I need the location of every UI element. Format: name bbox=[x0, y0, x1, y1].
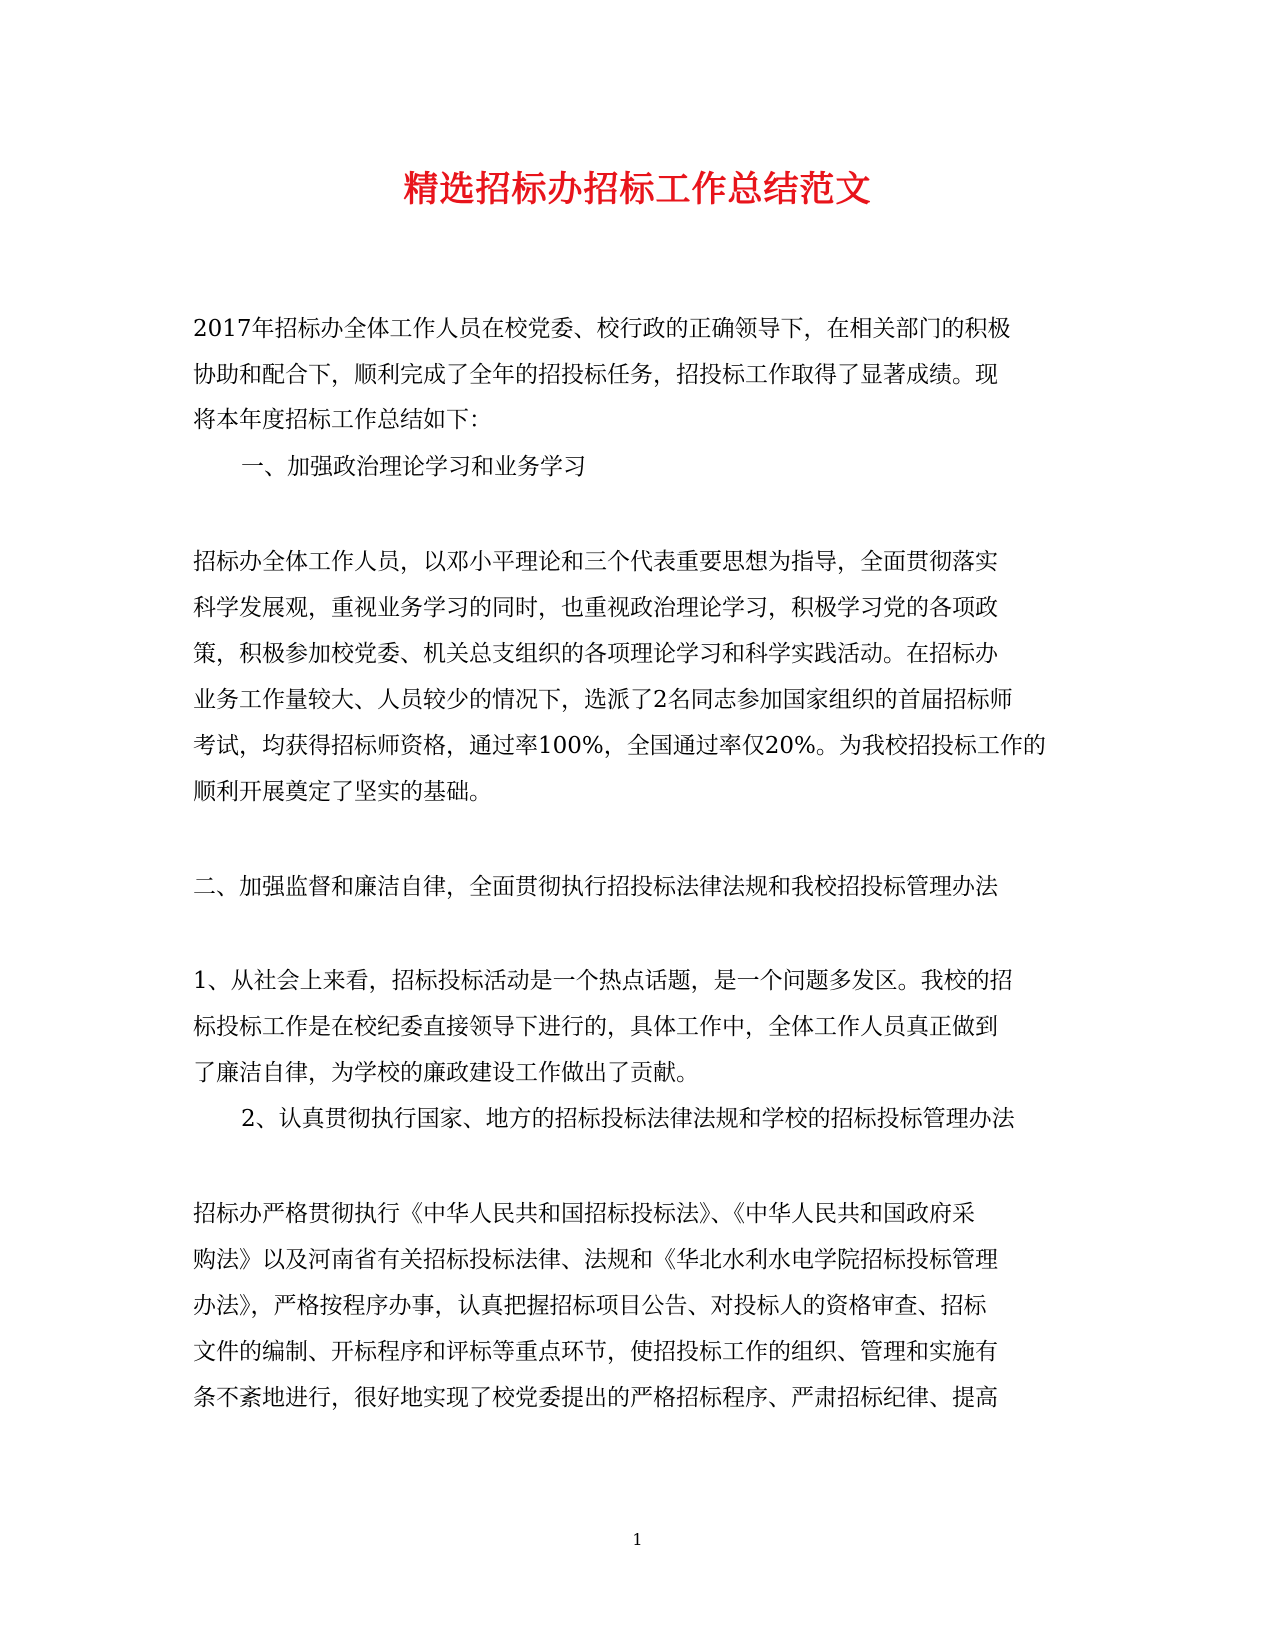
para-2-line-3: 办法》，严格按程序办事，认真把握招标项目公告、对投标人的资格审查、招标 bbox=[193, 1293, 987, 1319]
item-1-line-1: 1、从社会上来看，招标投标活动是一个热点话题，是一个问题多发区。我校的招 bbox=[193, 968, 1013, 994]
intro-line-3: 将本年度招标工作总结如下： bbox=[193, 407, 492, 433]
item-1-line-2: 标投标工作是在校纪委直接领导下进行的，具体工作中，全体工作人员真正做到 bbox=[193, 1014, 998, 1040]
para-2-line-2: 购法》以及河南省有关招标投标法律、法规和《华北水利水电学院招标投标管理 bbox=[193, 1247, 998, 1273]
intro-line-2: 协助和配合下，顺利完成了全年的招投标任务，招投标工作取得了显著成绩。现 bbox=[193, 362, 998, 388]
item-2-heading: 2、认真贯彻执行国家、地方的招标投标法律法规和学校的招标投标管理办法 bbox=[241, 1106, 1015, 1132]
para-2-line-4: 文件的编制、开标程序和评标等重点环节，使招投标工作的组织、管理和实施有 bbox=[193, 1339, 998, 1365]
para-1-line-6: 顺利开展奠定了坚实的基础。 bbox=[193, 779, 492, 805]
page-number: 1 bbox=[632, 1530, 643, 1549]
document-title: 精选招标办招标工作总结范文 bbox=[403, 169, 872, 210]
para-1-line-2: 科学发展观，重视业务学习的同时，也重视政治理论学习，积极学习党的各项政 bbox=[193, 595, 998, 621]
intro-line-1: 2017年招标办全体工作人员在校党委、校行政的正确领导下，在相关部门的积极 bbox=[193, 316, 1011, 342]
para-2-line-1: 招标办严格贯彻执行《中华人民共和国招标投标法》、《中华人民共和国政府采 bbox=[193, 1201, 975, 1227]
para-1-line-4: 业务工作量较大、人员较少的情况下，选派了2名同志参加国家组织的首届招标师 bbox=[193, 687, 1013, 713]
para-1-line-3: 策，积极参加校党委、机关总支组织的各项理论学习和科学实践活动。在招标办 bbox=[193, 641, 998, 667]
section-heading-1: 一、加强政治理论学习和业务学习 bbox=[241, 454, 586, 480]
item-1-line-3: 了廉洁自律，为学校的廉政建设工作做出了贡献。 bbox=[193, 1060, 699, 1086]
para-2-line-5: 条不紊地进行，很好地实现了校党委提出的严格招标程序、严肃招标纪律、提高 bbox=[193, 1385, 998, 1411]
para-1-line-5: 考试，均获得招标师资格，通过率100%，全国通过率仅20%。为我校招投标工作的 bbox=[193, 733, 1046, 759]
para-1-line-1: 招标办全体工作人员，以邓小平理论和三个代表重要思想为指导，全面贯彻落实 bbox=[193, 549, 998, 575]
section-heading-2: 二、加强监督和廉洁自律，全面贯彻执行招投标法律法规和我校招投标管理办法 bbox=[193, 874, 998, 900]
